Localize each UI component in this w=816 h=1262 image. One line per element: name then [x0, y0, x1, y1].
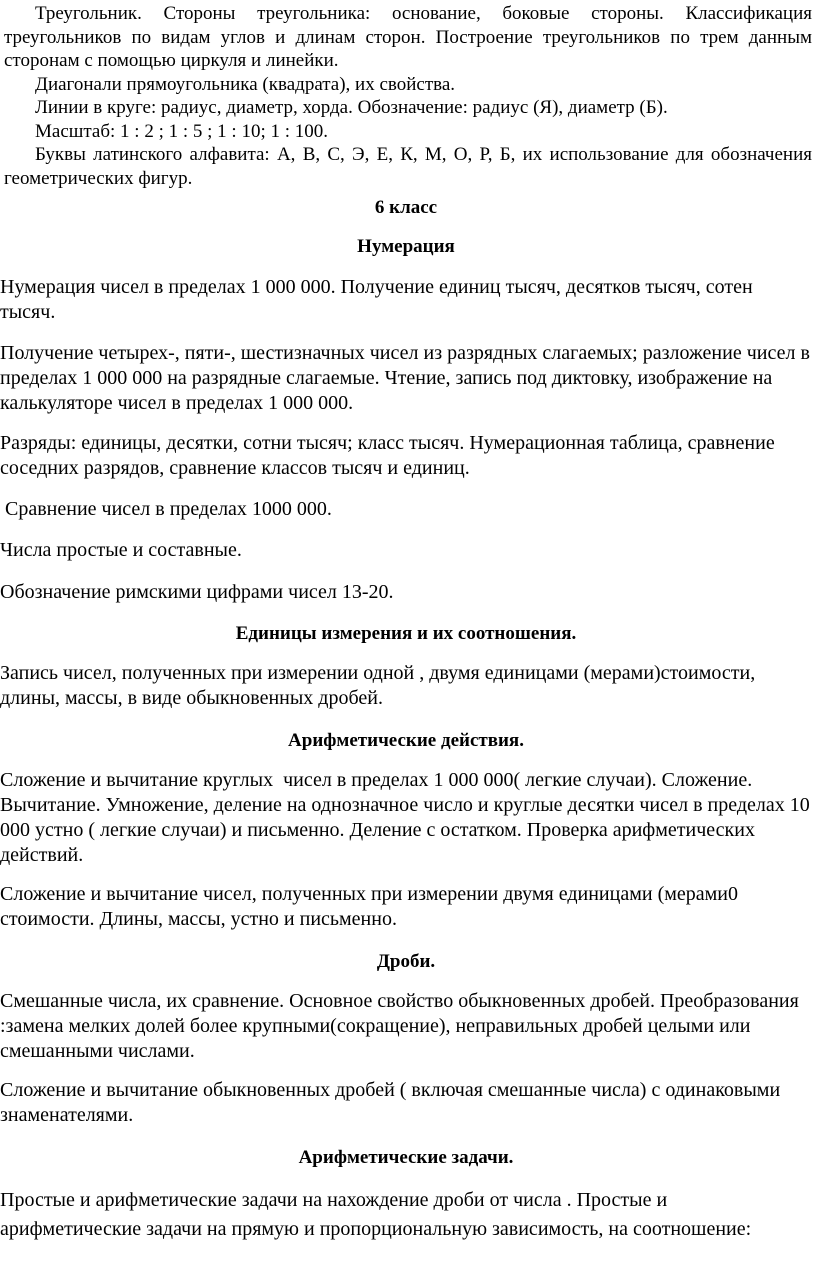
- units-paragraph-1-block: [0, 661, 812, 711]
- section-heading-units: Единицы измерения и их соотношения.: [235, 623, 577, 644]
- intro-paragraph-diagonals: Диагонали прямоугольника (квадрата), их свойства.: [35, 73, 456, 95]
- tasks-paragraph-1-block: [0, 1186, 812, 1244]
- section-arithmetic-heading-block: [0, 729, 812, 753]
- fractions-paragraph-2: Сложение и вычитание обыкновенных дробей ( включая смешанные числа) с одинаковыми знаменателями.: [0, 1079, 781, 1126]
- numeration-paragraph-2: Получение четырех-, пяти-, шестизначных чисел из разрядных слагаемых; разложение чисел в пределах 1 000 000 на разрядные слагаемые. Чтение, запись под диктовку, изображение на калькуляторе чисел в пределах 1 000 000.: [0, 342, 810, 414]
- arithmetic-paragraph-1-block: [0, 768, 815, 868]
- section-units-heading-block: [0, 622, 812, 646]
- numeration-paragraph-3-block: [0, 431, 812, 481]
- arithmetic-paragraph-2-block: [0, 882, 812, 932]
- numeration-paragraph-1: Нумерация чисел в пределах 1 000 000. Получение единиц тысяч, десятков тысяч, сотен тысяч.: [0, 276, 753, 323]
- numeration-paragraph-6: Обозначение римскими цифрами чисел 13-20.: [0, 581, 394, 603]
- intro-paragraph-scale: Масштаб: 1 : 2 ; 1 : 5 ; 1 : 10; 1 : 100.: [35, 120, 329, 142]
- section-tasks-heading-block: [0, 1146, 812, 1170]
- numeration-paragraph-5: Числа простые и составные.: [0, 539, 242, 561]
- fractions-paragraph-1: Смешанные числа, их сравнение. Основное свойство обыкновенных дробей. Преобразования :замена мелких долей более крупными(сокращение), неправильных дробей целыми или смешанными числами.: [0, 990, 799, 1062]
- grade-title-block: [0, 196, 812, 220]
- fractions-paragraph-1-block: [0, 989, 812, 1064]
- numeration-paragraph-5-block: [0, 538, 812, 563]
- intro-block: [4, 2, 812, 190]
- numeration-paragraph-1-block: [0, 275, 812, 325]
- numeration-paragraph-3: Разряды: единицы, десятки, сотни тысяч; класс тысяч. Нумерационная таблица, сравнение соседних разрядов, сравнение классов тысяч и единиц.: [0, 432, 775, 479]
- fractions-paragraph-2-block: [0, 1078, 812, 1128]
- section-heading-numeration: Нумерация: [357, 236, 455, 257]
- numeration-paragraph-4: Сравнение чисел в пределах 1000 000.: [0, 498, 332, 520]
- section-heading-fractions: Дроби.: [376, 951, 436, 972]
- section-numeration-heading-block: [0, 235, 812, 259]
- arithmetic-paragraph-1: Сложение и вычитание круглых чисел в пределах 1 000 000( легкие случаи). Сложение. Вычитание. Умножение, деление на однозначное число и круглые десятки чисел в пределах 10 000 устно ( легкие случаи) и письменно. Деление с остатком. Проверка арифметических действий.: [0, 769, 815, 866]
- grade-title: 6 класс: [374, 197, 438, 218]
- numeration-paragraph-4-block: [0, 497, 812, 522]
- intro-paragraph-circle-lines: Линии в круге: радиус, диаметр, хорда. Обозначение: радиус (Я), диаметр (Б).: [35, 97, 668, 118]
- section-heading-tasks: Арифметические задачи.: [298, 1147, 514, 1168]
- numeration-paragraph-6-block: [0, 580, 812, 605]
- intro-paragraph-latin-letters: Буквы латинского алфавита: А, В, С, Э, Е, К, М, О, Р, Б, их использование для обозначения геометрических фигур.: [4, 144, 812, 189]
- arithmetic-paragraph-2: Сложение и вычитание чисел, полученных при измерении двумя единицами (мерами0 стоимости. Длины, массы, устно и письменно.: [0, 883, 739, 930]
- units-paragraph-1: Запись чисел, полученных при измерении одной , двумя единицами (мерами)стоимости, длины, массы, в виде обыкновенных дробей.: [0, 662, 756, 709]
- intro-paragraph-triangle: Треугольник. Стороны треугольника: основание, боковые стороны. Классификация треугольников по видам углов и длинам сторон. Построение треугольников по трем данным сторонам с помощью циркуля и линейки.: [4, 3, 812, 71]
- section-fractions-heading-block: [0, 950, 812, 974]
- numeration-paragraph-2-block: [0, 341, 812, 416]
- section-heading-arithmetic: Арифметические действия.: [288, 730, 524, 751]
- tasks-paragraph-1: Простые и арифметические задачи на нахождение дроби от числа . Простые и арифметические задачи на прямую и пропорциональную зависимость, на соотношение:: [0, 1189, 752, 1240]
